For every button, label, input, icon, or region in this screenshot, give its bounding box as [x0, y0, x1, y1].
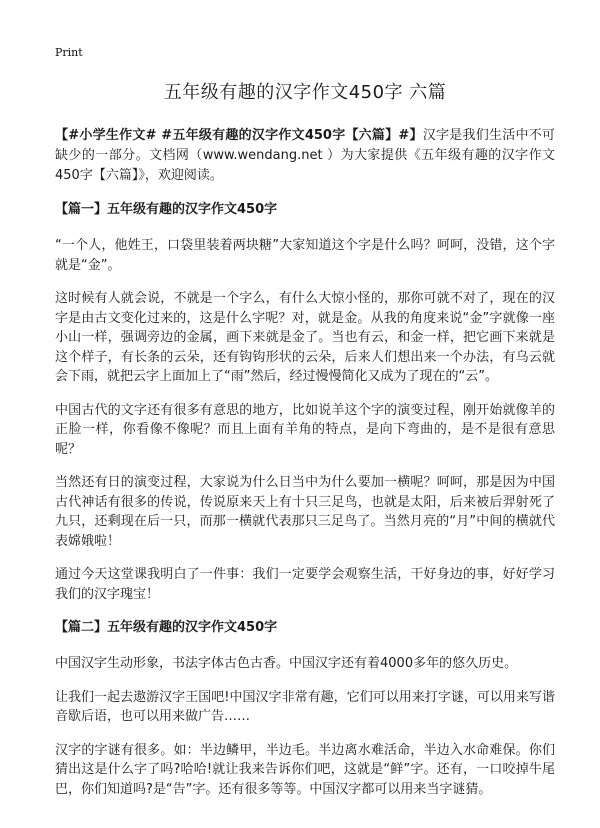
paragraph: 让我们一起去遨游汉字王国吧!中国汉字非常有趣，它们可以用来打字谜，可以用来写谐音歇后语，也可以用来做广告……: [55, 689, 555, 724]
paragraph: 中国古代的文字还有很多有意思的地方，比如说羊这个字的演变过程，刚开始就像羊的正脸一样，你看像不像呢？而且上面有羊角的特点，是向下弯曲的，是不是很有意思呢？: [55, 402, 555, 457]
intro-text: 汉字是我们生活中不可缺少的一部分。文档网（www.wendang.net ）为大家提供《五年级有趣的汉字作文450字【六篇】》，欢迎阅读。: [55, 128, 555, 183]
paragraph: 当然还有日的演变过程，大家说为什么日当中为什么要加一横呢？呵呵，那是因为中国古代神话有很多的传说，传说原来天上有十只三足鸟，也就是太阳，后来被后羿射死了九只，还剩现在后一只，而那一横就代表那只三足鸟了。当然月亮的“月”中间的横就代表嫦娥啦！: [55, 475, 555, 549]
paragraph: 这时候有人就会说，不就是一个字么，有什么大惊小怪的，那你可就不对了，现在的汉字是由古文变化过来的，这是什么字呢？对，就是金。从我的角度来说“金”字就像一座小山一样，强调旁边的金属，画下来就是金了。当也有云，和金一样，把它画下来就是这个样子，有长条的云朵，还有钩钩形状的云朵，后来人们想出来一个办法，有乌云就会下雨，就把云字上面加上了“雨”然后，经过慢慢简化又成为了现在的“云”。: [55, 291, 555, 384]
article-intro: [55, 126, 555, 186]
paragraph: “一个人，他姓王，口袋里装着两块糖”大家知道这个字是什么吗？呵呵，没错，这个字就是“金”。: [55, 238, 555, 273]
article-title: 五年级有趣的汉字作文450字 六篇: [163, 82, 447, 103]
paragraph: 通过今天这堂课我明白了一件事：我们一定要学会观察生活，干好身边的事，好好学习我们的汉字瑰宝！: [55, 567, 555, 602]
article: [55, 78, 555, 813]
paragraph: 汉字的字谜有很多。如：半边鳞甲，半边毛。半边离水难活命，半边入水命难保。你们猜出这是什么字了吗?哈哈!就让我来告诉你们吧，这就是“鲜”字。还有，一口咬掉牛尾巴，你们知道吗?是“告”字。还有很多等等。中国汉字都可以用来当字谜猜。: [55, 742, 555, 797]
print-link[interactable]: Print: [55, 46, 83, 59]
section-heading-2: 【篇二】五年级有趣的汉字作文450字: [55, 620, 278, 635]
section-heading-1: 【篇一】五年级有趣的汉字作文450字: [55, 202, 278, 217]
paragraph: 中国汉字生动形象，书法字体古色古香。中国汉字还有着4000多年的悠久历史。: [55, 656, 518, 671]
intro-tags: 【#小学生作文# #五年级有趣的汉字作文450字【六篇】#】: [55, 128, 423, 143]
